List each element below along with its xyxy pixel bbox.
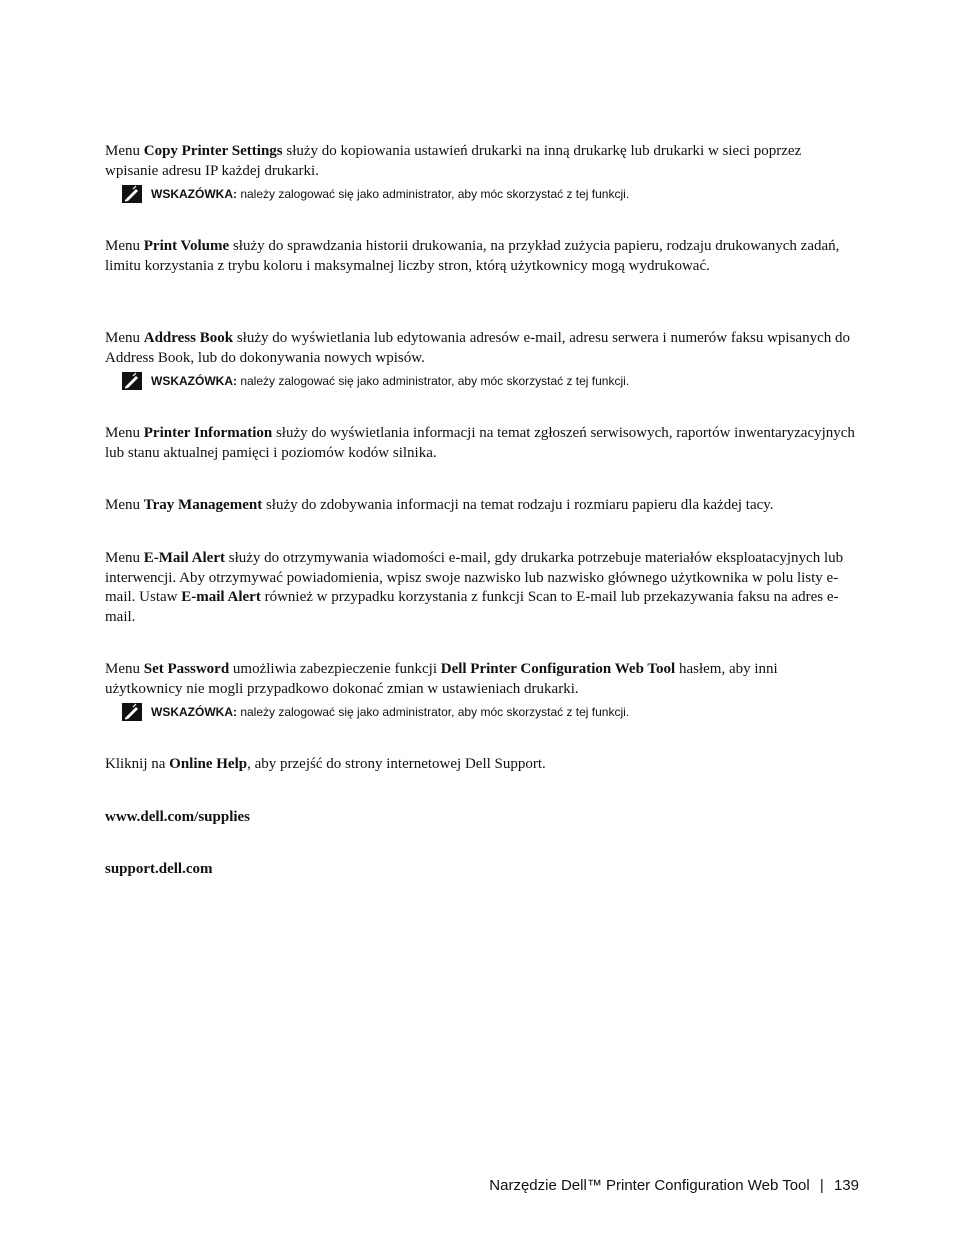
note-pencil-icon bbox=[122, 185, 142, 203]
note-label: WSKAZÓWKA: bbox=[151, 705, 237, 719]
note-address-book bbox=[122, 371, 822, 391]
menu-name: Printer Information bbox=[143, 425, 273, 441]
online-help-section bbox=[105, 755, 855, 775]
para-prefix: Kliknij na bbox=[105, 756, 170, 772]
para-text: służy do kopiowania ustawień drukarki na inną drukarkę lub drukarki w sieci poprzez wpisanie adresu IP każdej drukarki. bbox=[105, 143, 802, 179]
note-pencil-icon bbox=[122, 372, 142, 390]
note-text: należy zalogować się jako administrator, aby móc skorzystać z tej funkcji. bbox=[236, 187, 630, 201]
para-text-secondary: hasłem, aby inni użytkownicy nie mogli przypadkowo dokonać zmian w ustawieniach drukarki. bbox=[105, 661, 778, 697]
para-prefix: Menu bbox=[105, 238, 144, 254]
para-text: umożliwia zabezpieczenie funkcji bbox=[229, 661, 441, 677]
copy-printer-settings-section bbox=[105, 142, 855, 181]
para-prefix: Menu bbox=[105, 497, 144, 513]
set-password-paragraph bbox=[105, 660, 855, 699]
note-label: WSKAZÓWKA: bbox=[151, 187, 237, 201]
para-text: służy do wyświetlania informacji na temat zgłoszeń serwisowych, raportów inwentaryzacyjnych lub stanu aktualnej pamięci i poziomów kodów silnika. bbox=[105, 425, 855, 461]
para-text-secondary: również w przypadku korzystania z funkcji Scan to E-mail lub przekazywania faksu na adres e-mail. bbox=[105, 589, 839, 625]
menu-name-secondary: E-mail Alert bbox=[181, 589, 261, 605]
para-text: służy do zdobywania informacji na temat rodzaju i rozmiaru papieru dla każdej tacy. bbox=[262, 497, 774, 513]
printer-information-section bbox=[105, 424, 855, 463]
para-text: , aby przejść do strony internetowej Dell Support. bbox=[247, 756, 546, 772]
note-text: należy zalogować się jako administrator, aby móc skorzystać z tej funkcji. bbox=[236, 705, 630, 719]
tray-management-section bbox=[105, 496, 855, 516]
para-text: służy do sprawdzania historii drukowania, na przykład zużycia papieru, rodzaju drukowanych zadań, limitu korzystania z trybu koloru i maksymalnej liczby stron, którą użytkownicy mogą wydrukować. bbox=[105, 238, 840, 274]
menu-name: E-Mail Alert bbox=[143, 550, 225, 566]
print-volume-section bbox=[105, 237, 855, 276]
online-help-label: Online Help bbox=[169, 756, 248, 772]
address-book-paragraph bbox=[105, 329, 855, 368]
supplies-link[interactable]: www.dell.com/supplies bbox=[105, 809, 251, 825]
product-name: Dell Printer Configuration Web Tool bbox=[440, 661, 676, 677]
printer-information-paragraph bbox=[105, 424, 855, 463]
menu-name: Address Book bbox=[143, 330, 234, 346]
email-alert-section bbox=[105, 549, 855, 627]
footer-separator: | bbox=[819, 1177, 824, 1194]
note-label: WSKAZÓWKA: bbox=[151, 374, 237, 388]
para-prefix: Menu bbox=[105, 143, 144, 159]
para-prefix: Menu bbox=[105, 550, 144, 566]
note-text: należy zalogować się jako administrator, aby móc skorzystać z tej funkcji. bbox=[236, 374, 630, 388]
support-link[interactable]: support.dell.com bbox=[105, 861, 213, 877]
note-pencil-icon bbox=[122, 703, 142, 721]
para-text: służy do wyświetlania lub edytowania adresów e-mail, adresu serwera i numerów faksu wpisanych do Address Book, lub do dokonywania nowych wpisów. bbox=[105, 330, 850, 366]
para-prefix: Menu bbox=[105, 425, 144, 441]
footer-title: Narzędzie Dell™ Printer Configuration Web Tool bbox=[489, 1177, 810, 1194]
menu-name: Set Password bbox=[143, 661, 230, 677]
copy-printer-settings-paragraph bbox=[105, 142, 855, 181]
online-help-paragraph bbox=[105, 755, 855, 775]
set-password-section bbox=[105, 660, 855, 699]
page-number: 139 bbox=[833, 1177, 859, 1194]
note-set-password bbox=[122, 702, 822, 722]
menu-name: Copy Printer Settings bbox=[143, 143, 283, 159]
para-prefix: Menu bbox=[105, 330, 144, 346]
address-book-section bbox=[105, 329, 855, 368]
page-footer bbox=[489, 1176, 859, 1196]
email-alert-paragraph bbox=[105, 549, 855, 627]
para-text: służy do otrzymywania wiadomości e-mail, gdy drukarka potrzebuje materiałów eksploatacyjnych lub interwencji. Aby otrzymywać powiadomienia, wpisz swoje nazwisko lub nazwisko głównego użytkownika w polu listy e-mail. Ustaw bbox=[105, 550, 844, 605]
menu-name: Tray Management bbox=[143, 497, 263, 513]
para-prefix: Menu bbox=[105, 661, 144, 677]
note-copy-printer-settings bbox=[122, 184, 822, 204]
print-volume-paragraph bbox=[105, 237, 855, 276]
tray-management-paragraph bbox=[105, 496, 855, 516]
menu-name: Print Volume bbox=[143, 238, 230, 254]
